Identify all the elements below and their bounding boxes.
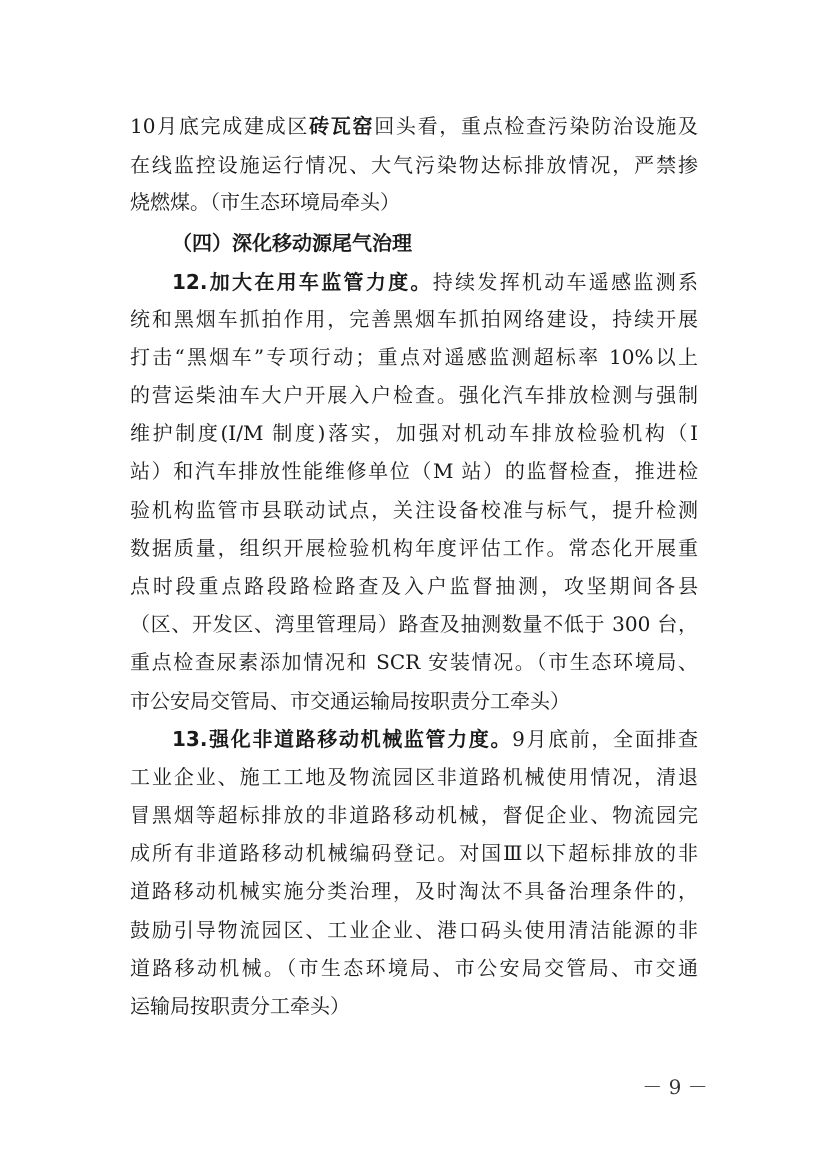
item-12-line: 站）和汽车排放性能维修单位（M 站）的监督检查，推进检 — [130, 459, 698, 483]
item-12-line: 统和黑烟车抓拍作用，完善黑烟车抓拍网络建设，持续开展 — [130, 307, 698, 331]
item-12-line: 数据质量，组织开展检验机构年度评估工作。常态化开展重 — [130, 536, 698, 560]
item-12-line: 点时段重点路段路检路查及入户监督抽测，攻坚期间各县 — [130, 574, 698, 598]
item-12-line: 验机构监管市县联动试点，关注设备校准与标气，提升检测 — [130, 498, 698, 522]
item-13-title: 13.强化非道路移动机械监管力度。 — [172, 727, 513, 751]
item-13-first-line — [172, 719, 698, 759]
item-13-line: 鼓励引导物流园区、工业企业、港口码头使用清洁能源的非 — [130, 918, 698, 942]
item-13-line: 工业企业、施工工地及物流园区非道路机械使用情况，清退 — [130, 765, 698, 789]
text-segment: 回头看，重点检查污染防治设施及 — [374, 114, 699, 138]
item-12-text: 持续发挥机动车遥感监测系 — [432, 270, 698, 294]
item-13-text: 9月底前，全面排查 — [512, 727, 698, 751]
item-12-line: 重点检查尿素添加情况和 SCR 安装情况。（市生态环境局、 — [130, 650, 698, 674]
item-12-first-line — [172, 262, 698, 302]
text-line-3: 烧燃煤。（市生态环境局牵头） — [130, 190, 400, 214]
item-13-line: 道路移动机械实施分类治理，及时淘汰不具备治理条件的， — [130, 879, 698, 903]
text-line-2: 在线监控设施运行情况、大气污染物达标排放情况，严禁掺 — [130, 153, 698, 177]
item-13-line: 运输局按职责分工牵头） — [130, 994, 350, 1018]
section-heading: （四）深化移动源尾气治理 — [172, 231, 412, 255]
page-number: － 9 － — [642, 1075, 708, 1099]
item-12-title: 12.加大在用车监管力度。 — [172, 270, 433, 294]
text-line-1 — [130, 106, 698, 146]
item-12-line: （区、开发区、湾里管理局）路查及抽测数量不低于 300 台， — [130, 612, 698, 636]
item-13-line: 成所有非道路移动机械编码登记。对国Ⅲ以下超标排放的非 — [130, 841, 698, 865]
item-13-line: 道路移动机械。（市生态环境局、市公安局交管局、市交通 — [130, 956, 698, 980]
bold-term: 砖瓦窑 — [309, 114, 375, 138]
text-segment: 10月底完成建成区 — [130, 114, 310, 138]
item-12-line: 维护制度(I/M 制度)落实，加强对机动车排放检验机构（I — [130, 421, 698, 445]
item-13-line: 冒黑烟等超标排放的非道路移动机械，督促企业、物流园完 — [130, 803, 698, 827]
item-12-line: 市公安局交管局、市交通运输局按职责分工牵头） — [130, 689, 570, 713]
item-12-line: 打击“黑烟车”专项行动；重点对遥感监测超标率 10%以上 — [130, 345, 698, 369]
item-12-line: 的营运柴油车大户开展入户检查。强化汽车排放检测与强制 — [130, 383, 698, 407]
